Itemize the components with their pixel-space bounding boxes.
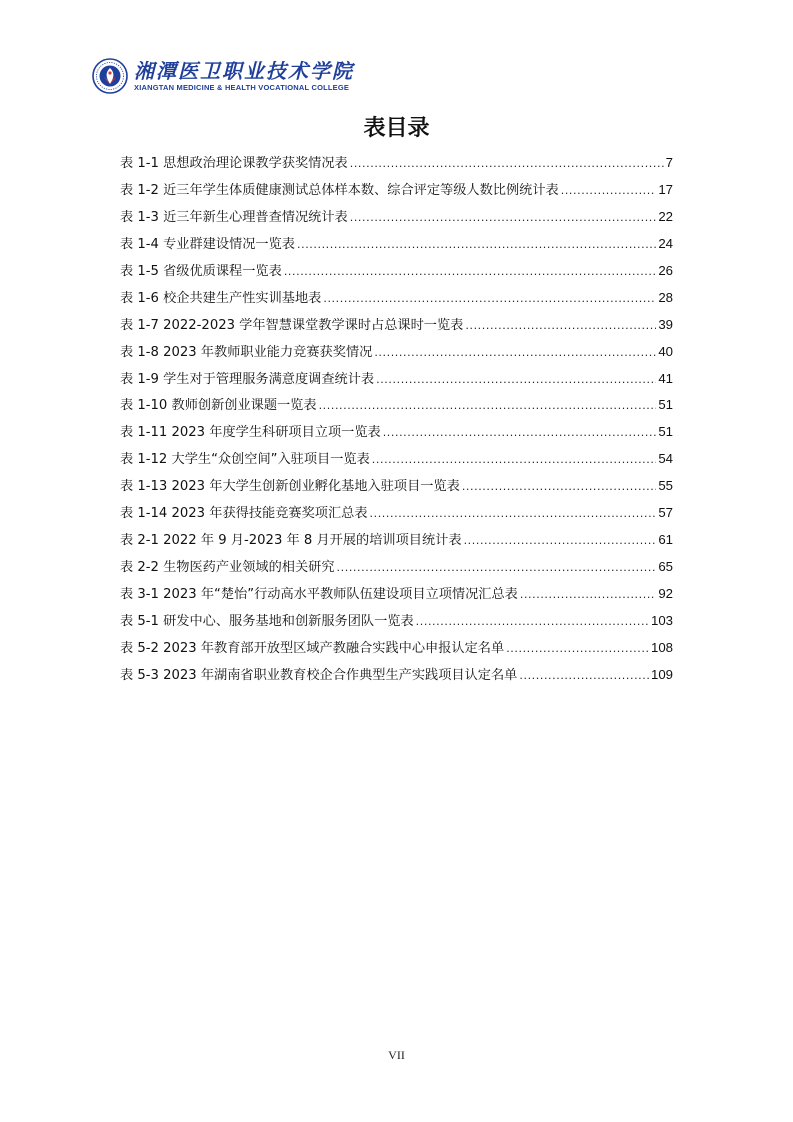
- toc-entry[interactable]: [120, 258, 673, 285]
- toc-entry-page: 92: [658, 586, 673, 601]
- toc-leader-dots: [350, 151, 664, 177]
- toc-entry-page: 61: [658, 532, 673, 548]
- toc-entry[interactable]: [120, 527, 673, 554]
- toc-entry-label: 表 1-11 2023 年度学生科研项目立项一览表: [120, 425, 381, 441]
- toc-leader-dots: [319, 393, 657, 419]
- toc-entry[interactable]: [120, 231, 673, 258]
- toc-entry[interactable]: [120, 446, 673, 473]
- school-name-cn: 湘潭医卫职业技术学院: [134, 58, 354, 83]
- toc-entry-page: 28: [658, 289, 673, 305]
- toc-entry[interactable]: [120, 204, 673, 231]
- toc-leader-dots: [337, 555, 657, 581]
- toc-entry[interactable]: [120, 500, 673, 527]
- toc-entry[interactable]: [120, 285, 673, 312]
- toc-leader-dots: [297, 232, 656, 258]
- toc-entry[interactable]: [120, 608, 673, 635]
- toc-entry-page: 65: [658, 559, 673, 575]
- toc-leader-dots: [376, 367, 656, 393]
- toc-entry-label: 表 5-3 2023 年湖南省职业教育校企合作典型生产实践项目认定名单: [120, 667, 518, 683]
- toc-entry-page: 39: [658, 316, 673, 332]
- toc-entry-label: 表 1-12 大学生“众创空间”入驻项目一览表: [120, 452, 370, 468]
- school-emblem-icon: [92, 58, 128, 94]
- toc-leader-dots: [464, 528, 657, 554]
- toc-entry-page: 109: [650, 666, 673, 682]
- toc-entry-page: 51: [658, 397, 673, 413]
- toc-entry[interactable]: [120, 554, 673, 581]
- toc-leader-dots: [374, 340, 656, 366]
- toc-entry-page: 40: [658, 343, 673, 359]
- toc-entry-page: 7: [665, 155, 673, 170]
- toc-leader-dots: [465, 313, 656, 339]
- toc-entry-label: 表 1-3 近三年新生心理普查情况统计表: [120, 209, 348, 225]
- toc-leader-dots: [519, 663, 649, 689]
- toc-entry-label: 表 1-14 2023 年获得技能竞赛奖项汇总表: [120, 506, 368, 522]
- toc-entry-page: 41: [658, 370, 673, 386]
- toc-entry[interactable]: [120, 312, 673, 339]
- toc-entry-label: 表 3-1 2023 年“楚怡”行动高水平教师队伍建设项目立项情况汇总表: [120, 587, 518, 602]
- toc-entry-page: 26: [658, 262, 673, 278]
- toc-leader-dots: [520, 582, 656, 608]
- toc-entry[interactable]: [120, 392, 673, 419]
- school-name-en: XIANGTAN MEDICINE & HEALTH VOCATIONAL COLLEGE: [134, 82, 350, 92]
- toc-entry[interactable]: [120, 150, 673, 177]
- toc-entry-label: 表 1-8 2023 年教师职业能力竞赛获奖情况: [120, 344, 373, 360]
- toc-entry[interactable]: [120, 662, 673, 689]
- toc-entry-label: 表 5-1 研发中心、服务基地和创新服务团队一览表: [120, 613, 414, 629]
- toc-leader-dots: [372, 447, 657, 473]
- toc-entry[interactable]: [120, 419, 673, 446]
- table-of-contents: [120, 150, 673, 689]
- toc-entry-label: 表 5-2 2023 年教育部开放型区域产教融合实践中心申报认定名单: [120, 640, 505, 656]
- toc-entry[interactable]: [120, 635, 673, 662]
- toc-leader-dots: [284, 259, 657, 285]
- toc-entry-page: 51: [658, 424, 673, 440]
- school-brand: [134, 60, 354, 93]
- toc-leader-dots: [561, 178, 657, 204]
- toc-leader-dots: [462, 474, 657, 500]
- toc-entry-label: 表 2-1 2022 年 9 月-2023 年 8 月开展的培训项目统计表: [120, 533, 462, 549]
- toc-entry-label: 表 1-10 教师创新创业课题一览表: [120, 398, 317, 414]
- toc-leader-dots: [323, 286, 656, 312]
- toc-entry[interactable]: [120, 581, 673, 608]
- toc-entry-label: 表 1-2 近三年学生体质健康测试总体样本数、综合评定等级人数比例统计表: [120, 182, 559, 198]
- toc-entry-label: 表 1-4 专业群建设情况一览表: [120, 236, 295, 252]
- toc-entry-label: 表 1-6 校企共建生产性实训基地表: [120, 290, 322, 306]
- toc-entry-label: 表 1-7 2022-2023 学年智慧课堂教学课时占总课时一览表: [120, 317, 464, 333]
- toc-entry-page: 17: [658, 181, 673, 197]
- toc-entry-page: 22: [658, 208, 673, 224]
- toc-entry-label: 表 1-9 学生对于管理服务满意度调查统计表: [120, 371, 375, 387]
- toc-entry[interactable]: [120, 473, 673, 500]
- toc-leader-dots: [416, 609, 649, 635]
- toc-entry-page: 54: [658, 451, 673, 467]
- toc-entry-page: 55: [658, 478, 673, 494]
- toc-entry-label: 表 1-5 省级优质课程一览表: [120, 263, 282, 279]
- toc-entry-page: 103: [650, 612, 673, 628]
- toc-entry[interactable]: [120, 366, 673, 393]
- page-number: VII: [388, 1048, 405, 1062]
- toc-entry-label: 表 1-1 思想政治理论课教学获奖情况表: [120, 156, 348, 171]
- toc-entry[interactable]: [120, 339, 673, 366]
- page-header: [92, 56, 354, 96]
- toc-entry-page: 24: [658, 235, 673, 251]
- toc-entry-label: 表 2-2 生物医药产业领域的相关研究: [120, 560, 335, 576]
- toc-entry-label: 表 1-13 2023 年大学生创新创业孵化基地入驻项目一览表: [120, 479, 460, 495]
- toc-leader-dots: [383, 420, 657, 446]
- toc-entry-page: 57: [658, 505, 673, 521]
- toc-leader-dots: [506, 636, 649, 662]
- toc-entry-page: 108: [650, 639, 673, 655]
- toc-leader-dots: [370, 501, 657, 527]
- page-title: 表目录: [363, 116, 430, 141]
- toc-leader-dots: [350, 205, 657, 231]
- toc-entry[interactable]: [120, 177, 673, 204]
